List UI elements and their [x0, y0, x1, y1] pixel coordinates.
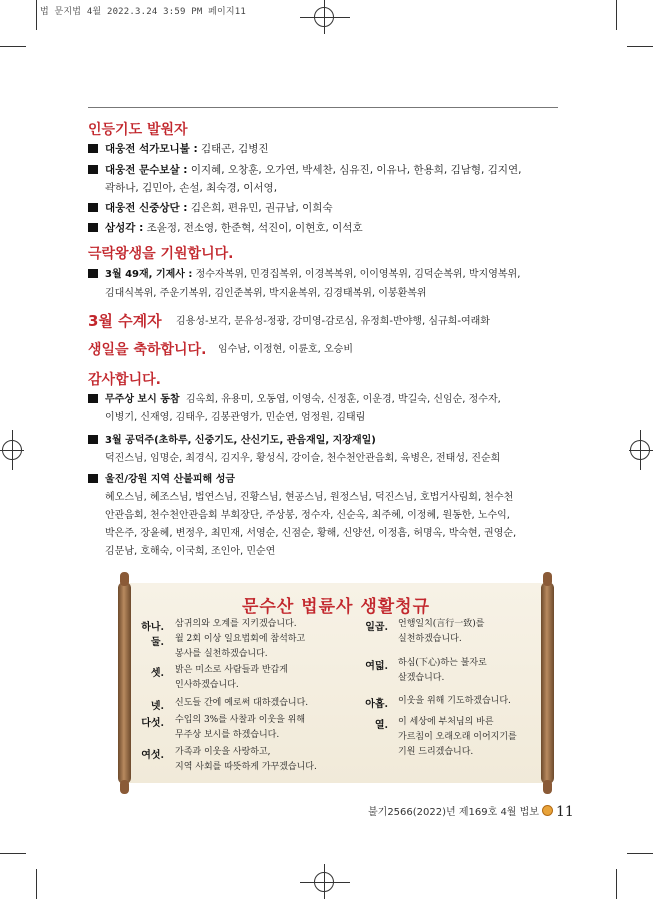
page-number: 11: [555, 804, 574, 820]
square-bullet-icon: [88, 144, 98, 153]
rule-key: 여섯.: [141, 750, 164, 761]
birthday-names: 임수남, 이정현, 이륜호, 오승비: [218, 344, 353, 355]
lotus-icon: [542, 805, 553, 816]
lamp-item-continuation: 곽하나, 김민아, 손설, 최숙경, 이서영,: [105, 182, 278, 194]
roller-knob-icon: [120, 780, 129, 794]
square-bullet-icon: [88, 394, 98, 403]
rule-text: 밝은 미소로 사람들과 반갑게 인사하겠습니다.: [175, 665, 288, 690]
rule-text: 월 2회 이상 일요법회에 참석하고 봉사를 실천하겠습니다.: [175, 634, 306, 659]
thanks-continuation: 이병기, 신재영, 김태우, 김봉관영가, 민순연, 엄정원, 김태림: [105, 412, 366, 423]
square-bullet-icon: [88, 435, 98, 444]
paradise-item: 3월 49재, 기제사 : 정수자복위, 민경집복위, 이경복복위, 이이영복위, 김덕순복위, 박지영복위,: [88, 265, 520, 284]
precepts-names: 김용성-보각, 문유성-정광, 강미영-감로심, 유정희-반야행, 심규희-여래화: [176, 316, 490, 327]
rule-key: 여덟.: [365, 661, 388, 672]
thanks-group: 울진/강원 지역 산불피해 성금: [88, 470, 235, 489]
thanks-group: 3월 공덕주(초하루, 신중기도, 산신기도, 관음재일, 지장재일): [88, 431, 376, 450]
thanks-continuation: 덕진스님, 임명순, 최경식, 김지우, 황성식, 강이슬, 천수천안관음회, 육병은, 전태성, 진순희: [105, 453, 501, 464]
birthday-section-title: 생일을 축하합니다.: [88, 342, 207, 358]
thanks-continuation: 안관음회, 천수천안관음회 부회장단, 주상봉, 정수자, 신순옥, 최주혜, 이정혜, 원동한, 노수익,: [105, 510, 510, 521]
lamp-item: 대웅전 신중상단 : 김은희, 편유민, 권규남, 이희숙: [88, 199, 333, 218]
precepts-section-title: 3월 수계자: [88, 312, 162, 330]
rule-text: 이 세상에 부처님의 바른 가르침이 오래오래 이어지기를 기원 드리겠습니다.: [398, 717, 517, 757]
square-bullet-icon: [88, 203, 98, 212]
lamp-item: 대웅전 문수보살 : 이지혜, 오창훈, 오가연, 박세찬, 심유진, 이유나, 한용희, 김남형, 김지연,: [88, 161, 521, 180]
footer-text: 불기2566(2022)년 제169호 4월 법보: [368, 807, 539, 818]
rule-text: 수입의 3%를 사찰과 이웃을 위해 무주상 보시를 하겠습니다.: [175, 715, 306, 740]
thanks-section-title: 감사합니다.: [88, 372, 161, 388]
square-bullet-icon: [88, 269, 98, 278]
rule-key: 아홉.: [365, 699, 388, 710]
rule-key: 일곱.: [365, 622, 388, 633]
thanks-continuation: 혜오스님, 혜조스님, 법연스님, 진황스님, 현공스님, 원정스님, 덕진스님, 호법거사림회, 천수천: [105, 492, 514, 503]
thanks-continuation: 박은주, 장윤혜, 변정우, 최민재, 서영순, 신점순, 황해, 신양선, 이정흠, 허명옥, 박숙현, 권영순,: [105, 528, 517, 539]
rules-title: 문수산 법륜사 생활청규: [241, 597, 431, 617]
roller-knob-icon: [543, 572, 552, 586]
lamp-section-title: 인등기도 발원자: [88, 122, 188, 138]
rule-key: 다섯.: [141, 718, 164, 729]
lamp-item: 대웅전 석가모니불 : 김태곤, 김병진: [88, 140, 269, 159]
print-slug: 법 문지법 4월 2022.3.24 3:59 PM 페이지11: [40, 7, 246, 17]
rule-key: 넷.: [150, 701, 164, 712]
paradise-section-title: 극락왕생을 기원합니다.: [88, 246, 234, 262]
rule-text: 이웃을 위해 기도하겠습니다.: [398, 696, 511, 706]
lamp-item: 삼성각 : 조윤정, 전소영, 한준혁, 석진이, 이현호, 이석호: [88, 219, 363, 238]
roller-knob-icon: [120, 572, 129, 586]
thanks-continuation: 김문남, 호해숙, 이국희, 조인아, 민순연: [105, 546, 276, 557]
thanks-group: 무주상 보시 동참 김옥희, 유용미, 오동엽, 이영숙, 신정훈, 이운경, 박길숙, 신임순, 정수자,: [88, 390, 501, 409]
page-footer: [368, 803, 574, 820]
rule-key: 하나.: [141, 622, 164, 633]
rule-key: 둘.: [150, 637, 164, 648]
rule-key: 열.: [374, 720, 388, 731]
paradise-continuation: 김대식복위, 주운기복위, 김인준복위, 박지윤복위, 김경태복위, 이봉환복위: [105, 288, 427, 299]
rule-text: 하심(下心)하는 불자로 살겠습니다.: [398, 658, 487, 683]
header-rule: [88, 107, 558, 108]
rule-text: 언행일치(言行一致)를 실천하겠습니다.: [398, 619, 485, 644]
rule-key: 셋.: [150, 668, 164, 679]
square-bullet-icon: [88, 474, 98, 483]
rule-text: 신도들 간에 예로써 대하겠습니다.: [175, 698, 309, 708]
rule-text: 가족과 이웃을 사랑하고, 지역 사회를 따뜻하게 가꾸겠습니다.: [175, 747, 317, 772]
square-bullet-icon: [88, 223, 98, 232]
rule-text: 삼귀의와 오계를 지키겠습니다.: [175, 619, 297, 629]
roller-knob-icon: [543, 780, 552, 794]
square-bullet-icon: [88, 165, 98, 174]
